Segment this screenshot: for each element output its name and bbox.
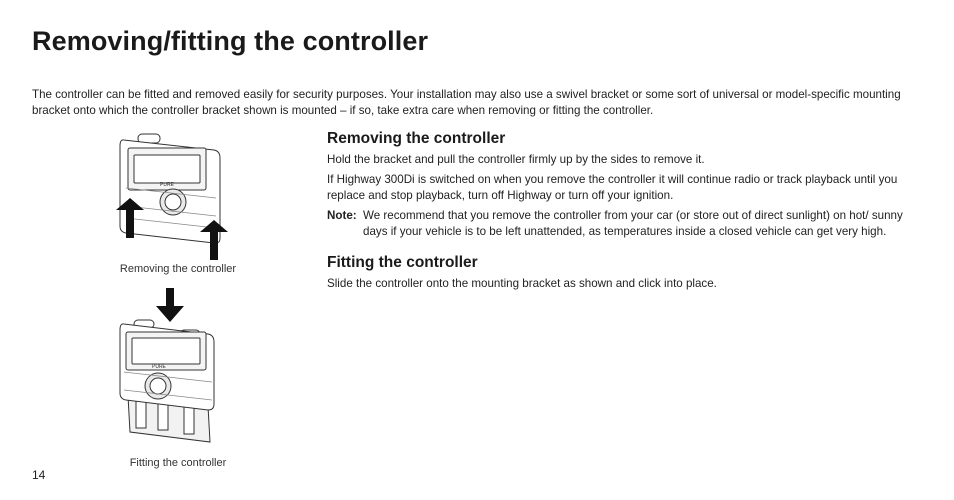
removing-para-1: Hold the bracket and pull the controller firmly up by the sides to remove it.: [327, 153, 705, 166]
instructions-column: [327, 130, 917, 296]
fit-caption: Fitting the controller: [129, 457, 227, 469]
remove-caption: Removing the controller: [119, 263, 237, 275]
fitting-para-1: Slide the controller onto the mounting bracket as shown and click into place.: [327, 277, 717, 290]
page-number: 14: [32, 468, 46, 482]
page-title: Removing/fitting the controller: [32, 26, 429, 56]
removing-para-2: If Highway 300Di is switched on when you remove the controller it will continue radio or track playback until you replace and stop playback, turn off Highway or turn off your ignition.: [327, 173, 898, 202]
note-block: [327, 208, 917, 240]
removing-controller-illustration: [112, 128, 242, 263]
fitting-heading: Fitting the controller: [327, 254, 478, 271]
intro-paragraph: The controller can be fitted and removed easily for security purposes. Your installation may also use a swivel bracket or some sort of universal or model-specific mounting bracket onto which the controller bracket shown is mounted – if so, take extra care when removing or fitting the controller.: [32, 88, 901, 117]
removing-heading: Removing the controller: [327, 130, 506, 147]
fit-brand-label: PURE: [152, 364, 166, 370]
note-text: We recommend that you remove the controller from your car (or store out of direct sunlight) on hot/ sunny days if your vehicle is to be left unattended, as temperatures inside a closed vehicle can get very high.: [363, 209, 903, 238]
note-label: Note:: [327, 209, 357, 222]
remove-brand-label: PURE: [160, 182, 174, 188]
fitting-controller-illustration: [112, 314, 222, 454]
